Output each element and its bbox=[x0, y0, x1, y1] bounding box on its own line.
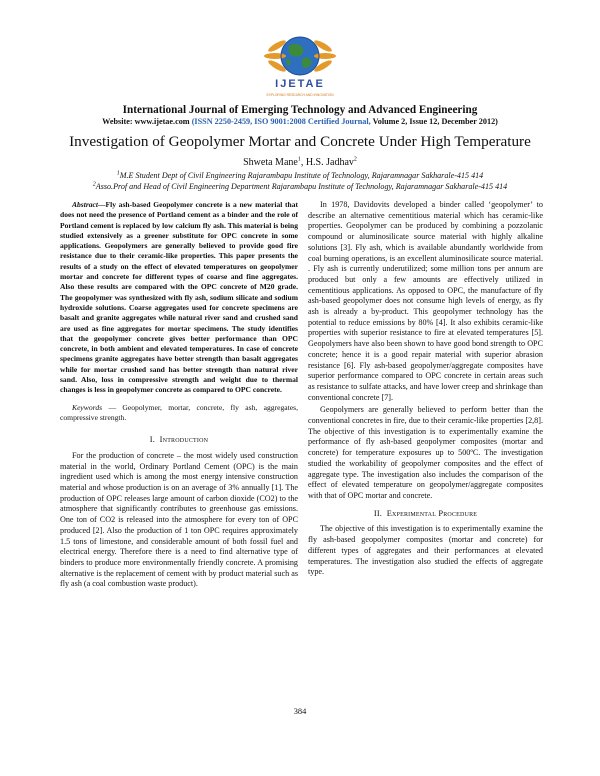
abstract-label: Abstract bbox=[72, 200, 98, 209]
keywords bbox=[60, 403, 298, 424]
right-paragraph-1: In 1978, Davidovits developed a binder called ‘geopolymer’ to describe an alternative cementitious material which has ceramic-like properties. Geopolymer can be produced by combining a pozzolanic compound or aluminosilicate source material with highly alkaline solutions [3]. Fly ash, which is available abundantly worldwide from coal burning operations, is an excellent aluminosilicate source material. . Fly ash is currently underutilized; some million tons per annum are produced but only a few amounts are effectively utilized in cementitious applications. As opposed to OPC, the manufacture of fly ash-based geopolymer does not consume high levels of energy, as fly ash is already a by-product. This geopolymer technology has the potential to reduce emissions by 80% [4]. It also exhibits ceramic-like properties with superior resistance to fire at elevated temperatures [5]. Geopolymers have also been shown to have good bond strength to OPC concrete; hence it is a good repair material with superior abrasion resistance [6]. Fly ash-based geopolymer/aggregate composites have superior performance compared to OPC concrete in certain areas such as resistance to sulfate attacks, and have lower creep and shrinkage than conventional concrete [7]. bbox=[308, 200, 543, 402]
page-number: 384 bbox=[293, 707, 307, 716]
logo-tagline: EXPLORING RESEARCH AND INNOVATION bbox=[266, 93, 334, 97]
section-heading-introduction: I. Introduction bbox=[149, 435, 209, 445]
left-column bbox=[60, 200, 298, 592]
volume-text: Volume 2, Issue 12, December 2012) bbox=[372, 117, 498, 126]
right-paragraph-2: Geopolymers are generally believed to perform better than the conventional concretes in fire, due to their ceramic-like properties [2,8]. The objective of this investigation is to experimentally examine the performance of fly ash-based geopolymer composites (mortar and concrete) for temperature exposures up to 500ºC. The investigation studied the workability of geopolymer composites and the effect of aggregate type. The investigation also includes the comparison of the effect of elevated temperature on geopolymer/aggregate composites with that of OPC mortar and concrete. bbox=[308, 405, 543, 500]
logo-wordmark: IJETAE bbox=[275, 78, 325, 90]
author-2: H.S. Jadhav bbox=[305, 157, 354, 168]
section-heading-experimental: II. Experimental Procedure bbox=[373, 508, 478, 518]
author-1: Shweta Mane bbox=[243, 157, 298, 168]
experimental-paragraph: The objective of this investigation is to experimentally examine the fly ash-based geopolymer composites (mortar and concrete) for different types of aggregates and their performances at elevated temperatures. The investigation also studied the effects of aggregate type. bbox=[308, 524, 543, 577]
journal-name: International Journal of Emerging Technology and Advanced Engineering bbox=[122, 104, 478, 116]
journal-logo bbox=[255, 34, 345, 100]
affiliation-1: $^1$M.E Student Dept of Civil Engineering Rajarambapu Institute of Technology, Rajaramnagar Sakharale-415 414 bbox=[116, 170, 484, 180]
affiliation-2: $^2$Asso.Prof and Head of Civil Engineering Department Rajarambapu Institute of Technology, Rajaramnagar Sakharale-415 414 bbox=[92, 181, 508, 191]
author-line: Shweta Mane$^1$, H.S. Jadhav$^2$ bbox=[243, 156, 357, 168]
website-link[interactable]: Website: www.ijetae.com bbox=[102, 117, 190, 126]
issn-text: (ISSN 2250-2459, ISO 9001:2008 Certified Journal, bbox=[191, 117, 371, 126]
author-2-sup: 2 bbox=[353, 156, 357, 163]
paper-title: Investigation of Geopolymer Mortar and Concrete Under High Temperature bbox=[69, 133, 531, 150]
abstract-text: —Fly ash-based Geopolymer concrete is a new material that does not need the presence of Portland cement as a binder and the role of Portland cement is replaced by low calcium fly ash. This material is being studied extensively as a greener substitute for OPC concrete in some applications. Geopolymers are generally believed to provide good fire resistance due to their ceramic-like properties. This paper presents the results of a study on the effect of elevated temperatures on geopolymer mortar and concrete for different types of coarse and fine aggregates. Also these results are compared with the OPC concrete of M20 grade. The geopolymer was synthesized with fly ash, sodium silicate and sodium hydroxide solutions. Coarse aggregates used for concrete specimens are basalt and granite aggregates while natural river sand and crushed sand are used as fine aggregates for mortar specimens. The study identifies that the geopolymer concrete gives better performance than OPC concrete, in both ambient and elevated temperatures. In case of concrete specimens granite aggregates have better strength than basalt aggregates while for mortar crushed sand has better strength than natural river sand. Also, loss in compressive strength and weight due to thermal changes is less in geopolymer concrete as compared to OPC concrete. bbox=[60, 200, 298, 395]
keywords-label: Keywords bbox=[72, 402, 103, 412]
author-1-sup: 1 bbox=[297, 156, 301, 163]
right-column bbox=[308, 200, 543, 580]
keywords-text: — Geopolymer, mortar, concrete, fly ash, aggregates, compressive strength. bbox=[60, 402, 298, 422]
intro-paragraph: For the production of concrete – the most widely used construction material in the world, Ordinary Portland Cement (OPC) is the main ingredient used which is among the most energy intensive construction material and whose production is on an average of 3% annually [1]. The production of OPC releases large amount of carbon dioxide (CO2) to the atmosphere that significantly contributes to greenhouse gas emissions. One ton of CO2 is released into the atmosphere for every ton of OPC produced [2]. Also the production of 1 ton OPC requires approximately 1.5 tons of limestone, and considerable amount of both fossil fuel and electrical energy. Therefore there is a need to find alternative type of binders to produce more environmentally friendly concrete. A promising alternative is the replacement of cement with by product material such as fly ash (a coal combustion waste product). bbox=[60, 450, 298, 589]
abstract bbox=[60, 200, 298, 396]
journal-website-line bbox=[0, 117, 600, 126]
globe-logo-icon bbox=[255, 34, 345, 78]
